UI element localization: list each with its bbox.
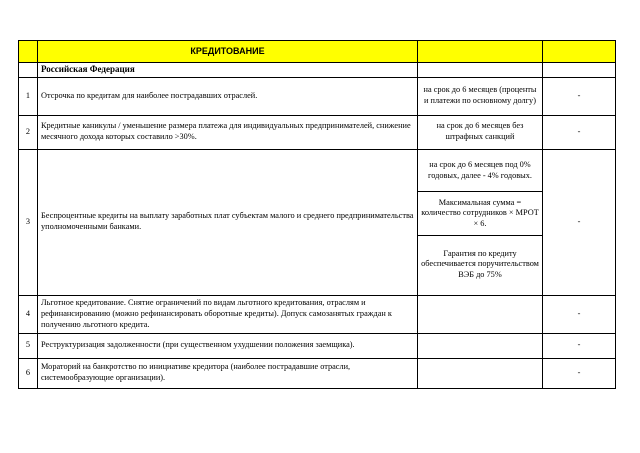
- row-measure: Реструктуризация задолженности (при существенном ухудшении положения заемщика).: [38, 333, 418, 358]
- row-term: Гарантия по кредиту обеспечивается поручительством ВЭБ до 75%: [418, 235, 542, 293]
- row-term: Максимальная сумма = количество сотрудников × МРОТ × 6.: [418, 191, 542, 235]
- section-title: КРЕДИТОВАНИЕ: [38, 41, 418, 63]
- table-row: [19, 358, 616, 388]
- row-number: 1: [19, 77, 38, 115]
- country-empty-cell: [543, 63, 616, 78]
- row-number: 6: [19, 358, 38, 388]
- row-number: 2: [19, 115, 38, 149]
- row-measure: Кредитные каникулы / уменьшение размера платежа для индивидуальных предпринимателей, снижение месячного дохода которых составило >30%.: [38, 115, 418, 149]
- credit-measures-table: [18, 40, 616, 389]
- row-extra: -: [543, 149, 616, 295]
- table-row: [19, 295, 616, 333]
- table-row: [19, 115, 616, 149]
- row-term: [418, 333, 543, 358]
- row-extra: -: [543, 295, 616, 333]
- table-row: [19, 149, 616, 295]
- row-measure: Беспроцентные кредиты на выплату заработных плат субъектам малого и среднего предпринимательства уполномоченными банками.: [38, 149, 418, 295]
- row-term: на срок до 6 месяцев (проценты и платежи по основному долгу): [418, 77, 543, 115]
- country-row: [19, 63, 616, 78]
- header-empty-cell: [418, 41, 543, 63]
- row-term: на срок до 6 месяцев без штрафных санкций: [418, 115, 543, 149]
- header-empty-cell: [19, 41, 38, 63]
- table-row: [19, 77, 616, 115]
- row-term: [418, 358, 543, 388]
- row-extra: -: [543, 115, 616, 149]
- country-empty-cell: [418, 63, 543, 78]
- row-measure: Мораторий на банкротство по инициативе кредитора (наиболее пострадавшие отрасли, системообразующие организации).: [38, 358, 418, 388]
- row-extra: -: [543, 77, 616, 115]
- table-header-row: [19, 41, 616, 63]
- row-number: 4: [19, 295, 38, 333]
- row-extra: -: [543, 358, 616, 388]
- row-measure: Отсрочка по кредитам для наиболее пострадавших отраслей.: [38, 77, 418, 115]
- country-empty-cell: [19, 63, 38, 78]
- header-empty-cell: [543, 41, 616, 63]
- row-extra: -: [543, 333, 616, 358]
- row-term: на срок до 6 месяцев под 0% годовых, далее - 4% годовых.: [428, 160, 532, 181]
- row-number: 5: [19, 333, 38, 358]
- row-term-group: [418, 149, 543, 295]
- row-measure: Льготное кредитование. Снятие ограничений по видам льготного кредитования, отраслям и рефинансированию (можно рефинансировать оборотные кредиты). Допуск самозанятых граждан к получению льготного кредита.: [38, 295, 418, 333]
- row-term: [418, 295, 543, 333]
- row-number: 3: [19, 149, 38, 295]
- country-name: Российская Федерация: [38, 63, 418, 78]
- table-row: [19, 333, 616, 358]
